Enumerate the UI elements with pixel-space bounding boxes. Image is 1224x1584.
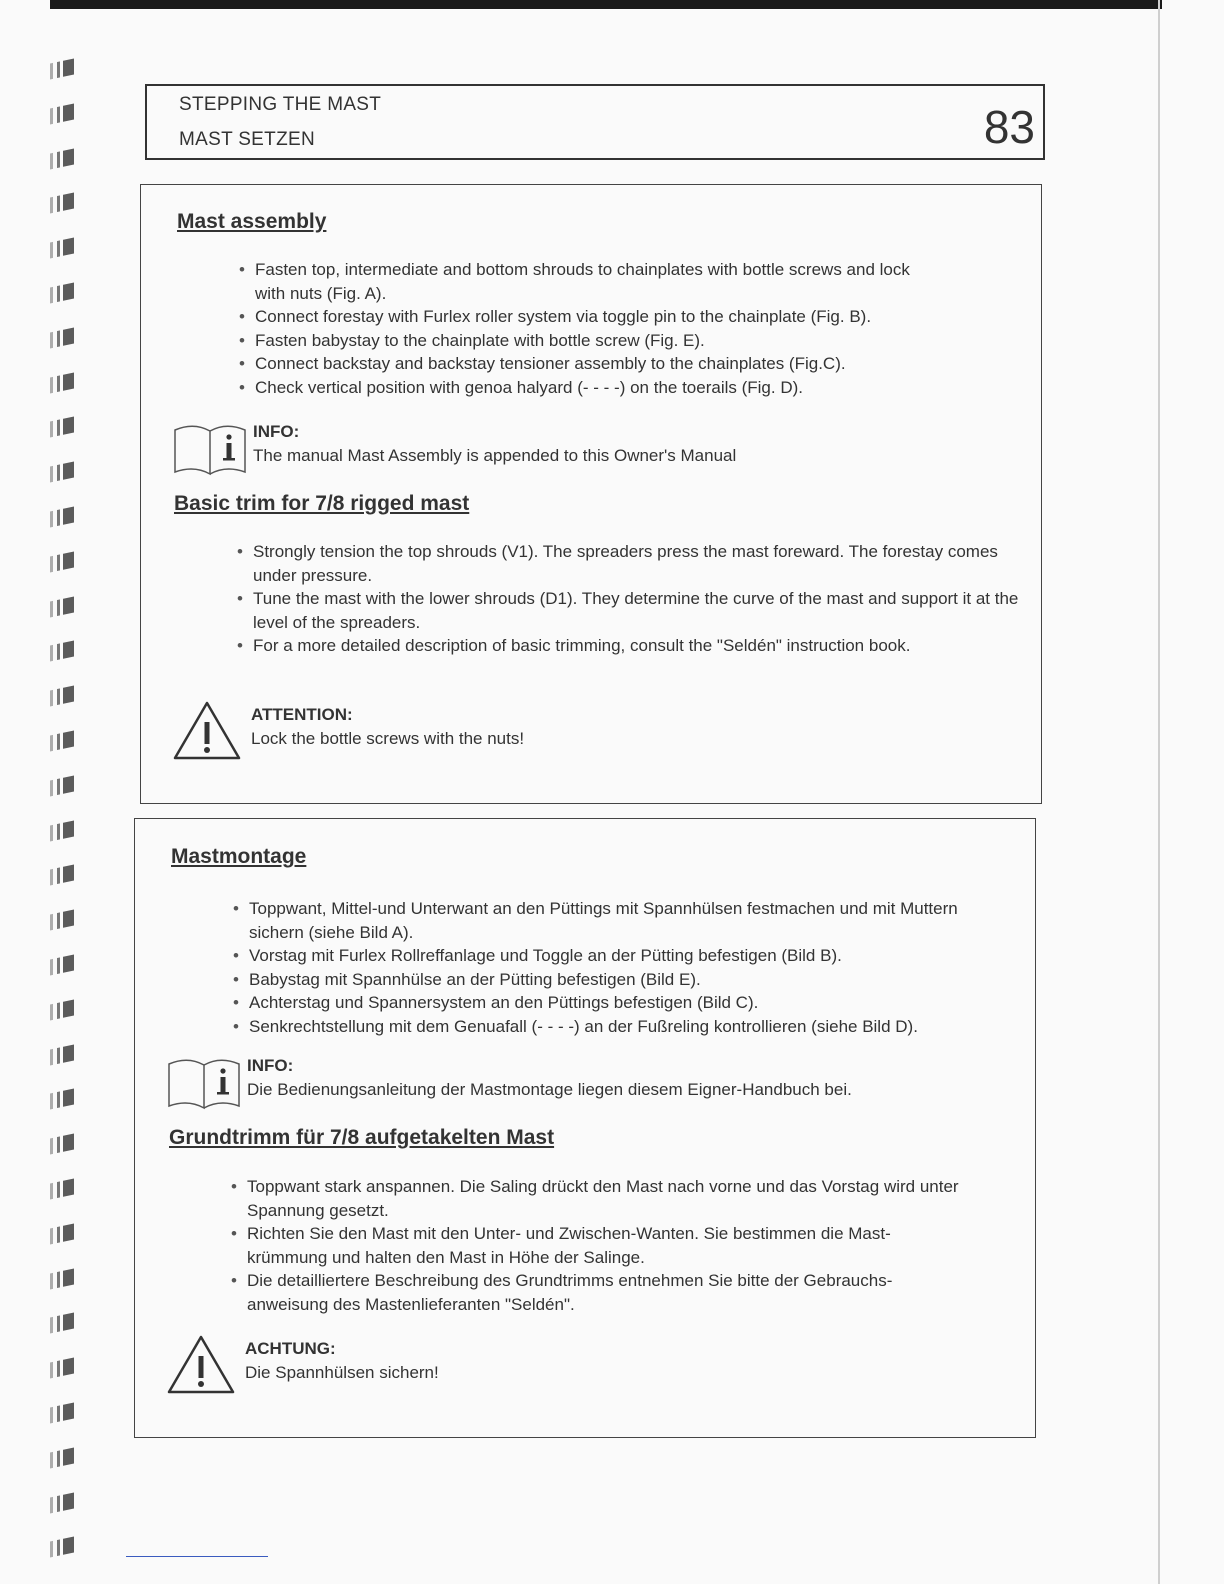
- binding-ring: [50, 865, 74, 886]
- binding-ring: [50, 58, 74, 79]
- mastmontage-list: [233, 897, 973, 1038]
- binding-ring: [50, 103, 74, 124]
- binding-ring: [50, 1089, 74, 1110]
- binding-ring: [50, 686, 74, 707]
- binding-ring: [50, 1537, 74, 1558]
- list-item: • Achterstag und Spannersystem an den Püttings befestigen (Bild C).: [233, 991, 973, 1015]
- list-item: • Toppwant, Mittel-und Unterwant an den Püttings mit Spannhülsen festmachen und mit Muttern sichern (siehe Bild A).: [233, 897, 973, 944]
- info-text: Die Bedienungsanleitung der Mastmontage liegen diesem Eigner-Handbuch bei.: [247, 1080, 852, 1099]
- footer-line: [126, 1556, 268, 1557]
- binding-ring: [50, 1447, 74, 1468]
- info-book-icon: [165, 1056, 243, 1112]
- mast-assembly-list: [239, 258, 919, 399]
- binding-ring: [50, 1223, 74, 1244]
- mast-assembly-heading: Mast assembly: [177, 210, 327, 233]
- binding-ring: [50, 775, 74, 796]
- list-item: • Fasten babystay to the chainplate with bottle screw (Fig. E).: [239, 329, 919, 353]
- binding-ring: [50, 730, 74, 751]
- binding-ring: [50, 999, 74, 1020]
- list-item: • For a more detailed description of basic trimming, consult the "Seldén" instruction book.: [237, 634, 1023, 658]
- attention-notice: [251, 703, 524, 751]
- binding-ring: [50, 327, 74, 348]
- page-edge: [1158, 0, 1160, 1584]
- list-item: • Richten Sie den Mast mit den Unter- und Zwischen-Wanten. Sie bestimmen die Mast-krümmung und halten den Mast in Höhe der Salinge.: [231, 1222, 971, 1269]
- binding-ring: [50, 506, 74, 527]
- binding-ring: [50, 551, 74, 572]
- header-title-english: STEPPING THE MAST: [179, 94, 382, 115]
- achtung-notice: [245, 1337, 439, 1385]
- binding-ring: [50, 1134, 74, 1155]
- achtung-label: ACHTUNG:: [245, 1339, 336, 1358]
- binding-ring: [50, 282, 74, 303]
- binding-ring: [50, 1358, 74, 1379]
- list-item: • Connect forestay with Furlex roller system via toggle pin to the chainplate (Fig. B).: [239, 305, 919, 329]
- list-item: • Senkrechtstellung mit dem Genuafall (- - - -) an der Fußreling kontrollieren (siehe Bild D).: [233, 1015, 973, 1039]
- binding-ring: [50, 148, 74, 169]
- list-item: • Vorstag mit Furlex Rollreffanlage und Toggle an der Pütting befestigen (Bild B).: [233, 944, 973, 968]
- list-item: • Tune the mast with the lower shrouds (D1). They determine the curve of the mast and support it at the level of the spreaders.: [237, 587, 1023, 634]
- binding-ring: [50, 193, 74, 214]
- binding-ring: [50, 1268, 74, 1289]
- info-label: INFO:: [253, 422, 300, 441]
- top-edge-bar: [50, 0, 1162, 9]
- achtung-text: Die Spannhülsen sichern!: [245, 1363, 439, 1382]
- binding-ring: [50, 372, 74, 393]
- list-item: • Fasten top, intermediate and bottom shrouds to chainplates with bottle screws and lock with nuts (Fig. A).: [239, 258, 919, 305]
- english-section: [140, 184, 1042, 804]
- list-item: • Strongly tension the top shrouds (V1). The spreaders press the mast foreward. The forestay comes under pressure.: [237, 540, 1023, 587]
- binding-ring: [50, 1402, 74, 1423]
- info-text: The manual Mast Assembly is appended to this Owner's Manual: [253, 446, 737, 465]
- header-title-german: MAST SETZEN: [179, 129, 315, 150]
- basic-trim-list: [237, 540, 1023, 658]
- warning-triangle-icon: [165, 1332, 237, 1396]
- mastmontage-heading: Mastmontage: [171, 845, 307, 868]
- page-header: [145, 84, 1045, 160]
- binding-ring: [50, 1313, 74, 1334]
- list-item: • Die detailliertere Beschreibung des Grundtrimms entnehmen Sie bitte der Gebrauchs-anweisung des Mastenlieferanten "Seldén".: [231, 1269, 971, 1316]
- binding-ring: [50, 1492, 74, 1513]
- info-book-icon: [171, 422, 249, 478]
- info-notice: [253, 420, 736, 468]
- binding-ring: [50, 596, 74, 617]
- attention-text: Lock the bottle screws with the nuts!: [251, 729, 525, 748]
- binding-ring: [50, 1044, 74, 1065]
- basic-trim-heading: Basic trim for 7/8 rigged mast: [174, 492, 470, 515]
- info-notice: [247, 1054, 852, 1102]
- binding-ring: [50, 641, 74, 662]
- binding-ring: [50, 1178, 74, 1199]
- list-item: • Babystag mit Spannhülse an der Pütting befestigen (Bild E).: [233, 968, 973, 992]
- list-item: • Toppwant stark anspannen. Die Saling drückt den Mast nach vorne und das Vorstag wird unter Spannung gesetzt.: [231, 1175, 971, 1222]
- binding-ring: [50, 462, 74, 483]
- binding-ring: [50, 238, 74, 259]
- page-number: 83: [983, 101, 1035, 153]
- list-item: • Connect backstay and backstay tensioner assembly to the chainplates (Fig.C).: [239, 352, 919, 376]
- binding-ring: [50, 954, 74, 975]
- binding-ring: [50, 417, 74, 438]
- warning-triangle-icon: [171, 698, 243, 762]
- list-item: • Check vertical position with genoa halyard (- - - -) on the toerails (Fig. D).: [239, 376, 919, 400]
- grundtrimm-list: [231, 1175, 971, 1316]
- grundtrimm-heading: Grundtrimm für 7/8 aufgetakelten Mast: [169, 1126, 555, 1149]
- attention-label: ATTENTION:: [251, 705, 353, 724]
- german-section: [134, 818, 1036, 1438]
- spiral-binding: [50, 55, 76, 1575]
- binding-ring: [50, 910, 74, 931]
- info-label: INFO:: [247, 1056, 294, 1075]
- binding-ring: [50, 820, 74, 841]
